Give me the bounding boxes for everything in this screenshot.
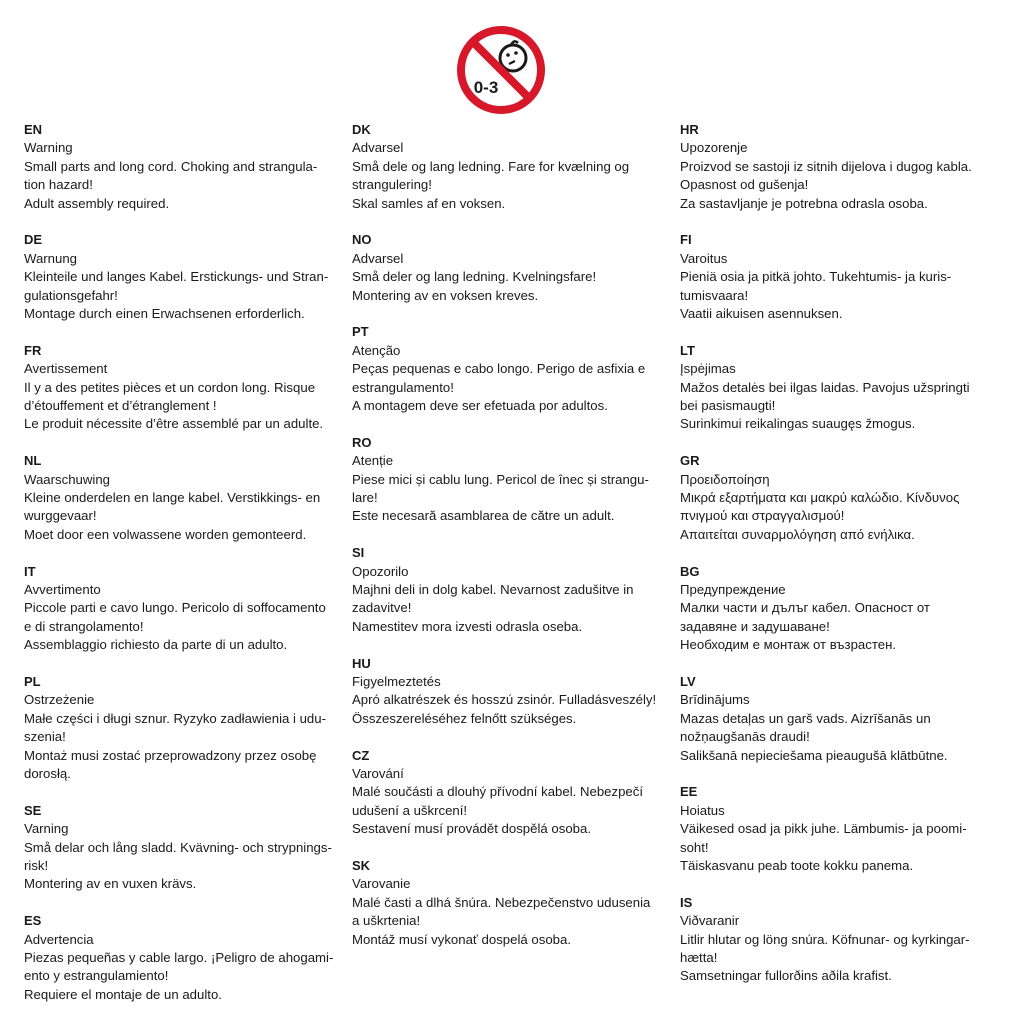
warning-text-line: Sestavení musí provádět dospělá osoba. [352, 821, 591, 837]
warning-heading: Varning [24, 821, 69, 837]
warning-text-line: Opasnost od gušenja! [680, 177, 809, 193]
warning-heading: Įspėjimas [680, 361, 736, 377]
warning-text-line: tion hazard! [24, 177, 93, 193]
language-code: IT [24, 563, 36, 579]
warning-section-ro [352, 434, 677, 526]
language-code: PL [24, 674, 41, 690]
warning-text-line: Montage durch einen Erwachsenen erforderlich. [24, 306, 305, 322]
warning-text-line: Namestitev mora izvesti odrasla oseba. [352, 618, 583, 634]
warning-text-line: Täiskasvanu peab toote kokku panema. [680, 858, 914, 874]
warning-section-gr [680, 452, 1005, 544]
warning-text-line: задавяне и задушаване! [680, 618, 830, 634]
warning-section-fr [24, 342, 349, 434]
warning-text-line: Le produit nécessite d’être assemblé par un adulte. [24, 416, 324, 432]
language-code: LV [680, 674, 696, 690]
language-code: SE [24, 802, 42, 818]
warning-text-line: hætta! [680, 950, 718, 966]
warning-text-line: Απαιτείται συναρμολόγηση από ενήλικα. [680, 526, 915, 542]
warning-text-line: Malé součásti a dlouhý přívodní kabel. Nebezpečí [352, 784, 644, 800]
language-code: ES [24, 913, 42, 929]
language-code: SK [352, 858, 371, 874]
warning-heading: Varoitus [680, 250, 728, 266]
warning-text-line: Salikšanā nepieciešama pieaugušā klātbūtne. [680, 747, 948, 763]
warning-section-bg [680, 563, 1005, 655]
warning-text-line: nožņaugšanās draudi! [680, 729, 810, 745]
warning-section-es [24, 912, 349, 1004]
warning-text-line: Små delar och lång sladd. Kvävning- och strypnings- [24, 839, 332, 855]
warning-text-line: Litlir hlutar og löng snúra. Köfnunar- og kyrkingar- [680, 931, 970, 947]
warning-text-line: Small parts and long cord. Choking and strangula- [24, 158, 318, 174]
language-code: EN [24, 122, 43, 137]
warning-section-cz [352, 747, 677, 839]
warning-text-line: d’étouffement et d’étranglement ! [24, 398, 217, 414]
warning-text-line: strangulering! [352, 177, 432, 193]
warnings-column-3 [680, 121, 1005, 1004]
warning-text-line: zadavitve! [352, 600, 412, 616]
language-code: EE [680, 784, 698, 800]
warning-section-dk [352, 121, 677, 213]
language-code: GR [680, 453, 700, 469]
warning-section-fi [680, 231, 1005, 323]
warning-text-line: Majhni deli in dolg kabel. Nevarnost zadušitve in [352, 582, 634, 598]
language-code: DK [352, 122, 371, 137]
warning-section-sk [352, 857, 677, 949]
warning-text-line: Skal samles af en voksen. [352, 195, 506, 211]
language-code: RO [352, 434, 372, 450]
warning-section-de [24, 231, 349, 323]
warning-text-line: risk! [24, 858, 49, 874]
warning-heading: Upozorenje [680, 140, 748, 156]
warning-heading: Advarsel [352, 140, 404, 156]
language-code: BG [680, 563, 700, 579]
warning-heading: Предупреждение [680, 582, 786, 598]
warning-section-is [680, 894, 1005, 986]
warning-text-line: Adult assembly required. [24, 195, 170, 211]
language-code: IS [680, 894, 693, 910]
warning-text-line: Montering av en vuxen krävs. [24, 876, 197, 892]
warning-section-hr [680, 121, 1005, 213]
warning-section-pl [24, 673, 349, 783]
warning-section-lt [680, 342, 1005, 434]
warning-text-line: Apró alkatrészek és hosszú zsinór. Fulladásveszély! [352, 692, 657, 708]
warning-text-line: soht! [680, 839, 709, 855]
warning-text-line: Väikesed osad ja pikk juhe. Lämbumis- ja poomi- [680, 821, 967, 837]
warning-text-line: Peças pequenas e cabo longo. Perigo de asfixia e [352, 361, 646, 377]
warning-section-en [24, 121, 349, 213]
warning-text-line: gulationsgefahr! [24, 287, 118, 303]
warning-text-line: udušení a uškrcení! [352, 802, 468, 818]
warning-heading: Προειδοποίηση [680, 471, 770, 487]
age-label: 0-3 [473, 78, 499, 97]
warning-text-line: e di strangolamento! [24, 618, 144, 634]
language-code: FR [24, 342, 42, 358]
warning-text-line: Requiere el montaje de un adulto. [24, 986, 222, 1002]
no-children-0-3-icon [455, 24, 547, 116]
language-code: HR [680, 122, 699, 137]
warning-section-pt [352, 323, 677, 415]
warning-text-line: tumisvaara! [680, 287, 749, 303]
language-code: NL [24, 453, 42, 469]
warning-text-line: ento y estrangulamiento! [24, 968, 169, 984]
language-code: CZ [352, 747, 370, 763]
warning-text-line: Piezas pequeñas y cable largo. ¡Peligro de ahogami- [24, 950, 334, 966]
warning-heading: Varování [352, 766, 404, 782]
warning-text-line: Za sastavljanje je potrebna odrasla osoba. [680, 195, 928, 211]
warning-text-line: Assemblaggio richiesto da parte di un adulto. [24, 637, 288, 653]
warning-heading: Warning [24, 140, 73, 156]
warning-text-line: Surinkimui reikalingas suaugęs žmogus. [680, 416, 916, 432]
warning-text-line: Samsetningar fullorðins aðila krafist. [680, 968, 892, 984]
warning-text-line: Mazas detaļas un garš vads. Aizrīšanās un [680, 710, 931, 726]
language-code: NO [352, 232, 372, 248]
warnings-column-1 [24, 121, 349, 1023]
warning-text-line: Μικρά εξαρτήματα και μακρύ καλώδιο. Κίνδυνος [680, 490, 960, 506]
warning-text-line: Malé časti a dlhá šnúra. Nebezpečenstvo udusenia [352, 894, 651, 910]
warning-text-line: Összeszereléséhez felnőtt szükséges. [352, 710, 577, 726]
warning-section-si [352, 544, 677, 636]
warning-text-line: Este necesară asamblarea de către un adult. [352, 508, 615, 524]
warning-text-line: A montagem deve ser efetuada por adultos. [352, 398, 608, 414]
warning-heading: Avertissement [24, 361, 108, 377]
warning-text-line: Proizvod se sastoji iz sitnih dijelova i dugog kabla. [680, 158, 972, 174]
warning-text-line: Piccole parti e cavo lungo. Pericolo di soffocamento [24, 600, 326, 616]
warning-text-line: Małe części i długi sznur. Ryzyko zadławienia i udu- [24, 710, 326, 726]
warning-section-se [24, 802, 349, 894]
warning-text-line: dorosłą. [24, 766, 71, 782]
warning-text-line: estrangulamento! [352, 379, 454, 395]
warning-text-line: Малки части и дълъг кабел. Опасност от [680, 600, 930, 616]
warning-section-hu [352, 655, 677, 729]
warning-text-line: Необходим е монтаж от възрастен. [680, 637, 897, 653]
language-code: FI [680, 232, 692, 248]
warning-heading: Opozorilo [352, 563, 409, 579]
language-code: LT [680, 342, 695, 358]
warning-text-line: bei pasismaugti! [680, 398, 776, 414]
warning-heading: Atenție [352, 453, 394, 469]
warning-heading: Hoiatus [680, 802, 725, 818]
warning-text-line: Kleinteile und langes Kabel. Erstickungs- und Stran- [24, 269, 329, 285]
warning-text-line: szenia! [24, 729, 66, 745]
warning-text-line: Piese mici și cablu lung. Pericol de înec și strangu- [352, 471, 649, 487]
warning-heading: Waarschuwing [24, 471, 110, 487]
warning-section-it [24, 563, 349, 655]
language-code: HU [352, 655, 371, 671]
warning-heading: Figyelmeztetés [352, 674, 441, 690]
language-code: PT [352, 324, 369, 340]
warning-text-line: Små dele og lang ledning. Fare for kvælning og [352, 158, 630, 174]
warning-text-line: Moet door een volwassene worden gemonteerd. [24, 526, 307, 542]
warning-heading: Viðvaranir [680, 913, 740, 929]
warning-heading: Brīdinājums [680, 692, 750, 708]
warning-heading: Ostrzeżenie [24, 692, 95, 708]
warning-text-line: Mažos detalės bei ilgas laidas. Pavojus užspringti [680, 379, 970, 395]
warning-section-ee [680, 783, 1005, 875]
warning-section-nl [24, 452, 349, 544]
warning-text-line: wurggevaar! [24, 508, 97, 524]
warning-text-line: Montáž musí vykonať dospelá osoba. [352, 931, 571, 947]
warnings-column-2 [352, 121, 677, 967]
warning-text-line: Vaatii aikuisen asennuksen. [680, 306, 843, 322]
warning-text-line: lare! [352, 490, 378, 506]
warning-text-line: πνιγμού και στραγγαλισμού! [680, 508, 845, 524]
warning-text-line: Pieniä osia ja pitkä johto. Tukehtumis- ja kuris- [680, 269, 952, 285]
warning-text-line: a uškrtenia! [352, 913, 421, 929]
warning-text-line: Kleine onderdelen en lange kabel. Verstikkings- en [24, 490, 321, 506]
language-code: SI [352, 545, 365, 561]
warning-heading: Varovanie [352, 876, 411, 892]
warning-heading: Advertencia [24, 931, 94, 947]
warning-text-line: Montaż musi zostać przeprowadzony przez osobę [24, 747, 317, 763]
language-code: DE [24, 232, 43, 248]
warning-text-line: Små deler og lang ledning. Kvelningsfare! [352, 269, 597, 285]
warning-text-line: Il y a des petites pièces et un cordon long. Risque [24, 379, 316, 395]
warning-heading: Avvertimento [24, 582, 101, 598]
warning-text-line: Montering av en voksen kreves. [352, 287, 539, 303]
warning-heading: Atenção [352, 342, 401, 358]
warning-heading: Warnung [24, 250, 78, 266]
warning-section-lv [680, 673, 1005, 765]
warning-section-no [352, 231, 677, 305]
warning-heading: Advarsel [352, 250, 404, 266]
